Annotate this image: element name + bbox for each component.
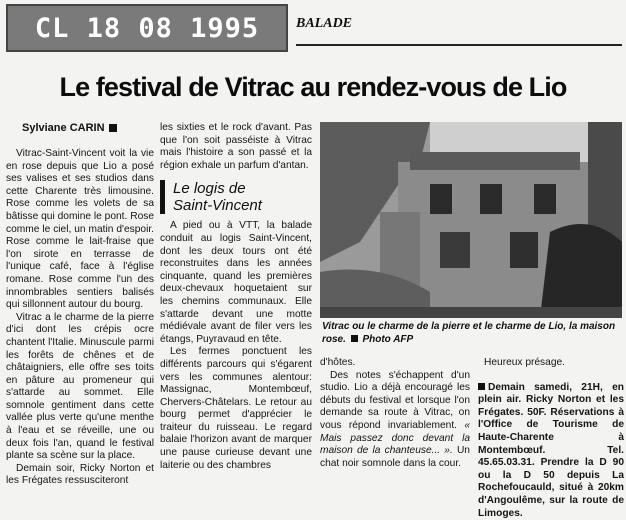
archive-date-stamp — [6, 4, 288, 52]
paragraph-text: Un chat noir somnole dans la cour. — [320, 445, 470, 469]
quote: « Mais passez donc devant la maison de la chanteuse... ». — [320, 419, 470, 457]
photo-credit: Photo AFP — [362, 333, 414, 345]
paragraph — [320, 370, 470, 471]
paragraph: Les fermes ponctuent les différents parcours qui s'égarent vers les communes alentour: Massignac, Montembœuf, Chervers-Châtelars. Le retour au bourg permet d'apprécier le traiteur du ruisseau. Le regard balaie l'horizon avant de marquer une pause curieuse devant une laiterie ou des chambres — [160, 346, 312, 471]
paragraph: les sixties et le rock d'avant. Pas que l'on soit passéiste à Vitrac mais l'histoire a son passé et la région exhale un parfum d'antan. — [160, 122, 312, 171]
paragraph-text: Des notes s'échappent d'un studio. Lio a déjà encouragé les débuts du festival et lorsque l'on demande sa route à Vitrac, on vous répond invariablement. — [320, 369, 470, 431]
article-column-2 — [160, 122, 312, 480]
paragraph: Demain soir, Ricky Norton et les Frégates ressusciteront — [6, 462, 154, 487]
subheading-line: Saint-Vincent — [173, 197, 262, 215]
section-rubric: BALADE — [296, 16, 353, 31]
article-column-3 — [320, 357, 470, 479]
archive-date-text: CL 18 08 1995 — [34, 12, 260, 44]
byline-square-icon — [109, 124, 117, 132]
paragraph: A pied ou à VTT, la balade conduit au logis Saint-Vincent, dont les deux tours ont été reconstruites dans les années cinquante, quand les premières deux-chevaux hoquetaient sur les chemins communaux. Elle s'attarde devant une motte médiévale avant de filer vers les étangs, Puyravaud en tête. — [160, 220, 312, 345]
byline — [22, 122, 117, 134]
caption-text: Vitrac ou le charme de la pierre et le charme de Lio, la maison rose. — [322, 321, 616, 345]
subheading — [160, 180, 312, 214]
article-column-1 — [6, 148, 154, 487]
author-name: Sylviane CARIN — [22, 122, 105, 134]
practical-info — [478, 382, 624, 520]
paragraph: Vitrac-Saint-Vincent voit la vie en rose depuis que Lio a posé ses valises et ses studios dans cette Charente très limousine. Rose comme les volets de sa bâtisse qui domine le pont. Rose comme le ciel, un matin d'espoir. Rose comme le lait-fraise que l'on sirote en terrasse de l'unique café, face à l'église romane. Rose comme l'un des innombrables sentiers balisés qui sillonnent autour du bourg. — [6, 148, 154, 311]
photo-caption — [322, 321, 622, 346]
house-photo-image — [320, 122, 622, 318]
info-square-icon — [478, 383, 485, 390]
caption-square-icon — [351, 335, 358, 342]
article-headline: Le festival de Vitrac au rendez-vous de Lio — [59, 72, 567, 102]
subheading-line: Le logis de — [173, 180, 246, 198]
practical-info-text: Demain samedi, 21H, en plein air. Ricky Norton et les Frégates. 50F. Réservations à l'Office de Tourisme de Haute-Charente à Montembœuf. Tel. 45.65.03.31. Prendre la D 90 ou la D 50 depuis La Rochefoucauld, situé à 20km d'Angoulême, sur la route de Limoges. — [478, 381, 624, 519]
paragraph: d'hôtes. — [320, 357, 356, 368]
article-column-4 — [478, 357, 624, 519]
paragraph: Vitrac a le charme de la pierre d'ici dont les crépis ocre chantent l'Italie. Minuscule parmi les forêts de chênes et de châtaigniers, elle offre ses toits en pâture au promeneur qui s'attarde au sommet. Elle somnole gentiment dans cette vallée plus verte qu'une menthe à l'eau et se réveille, une ou deux fois l'an, quand le festival plante sa scène sur la place. — [6, 311, 154, 462]
paragraph: Heureux présage. — [484, 357, 565, 368]
header-rule — [296, 44, 622, 46]
article-photo — [320, 122, 622, 318]
